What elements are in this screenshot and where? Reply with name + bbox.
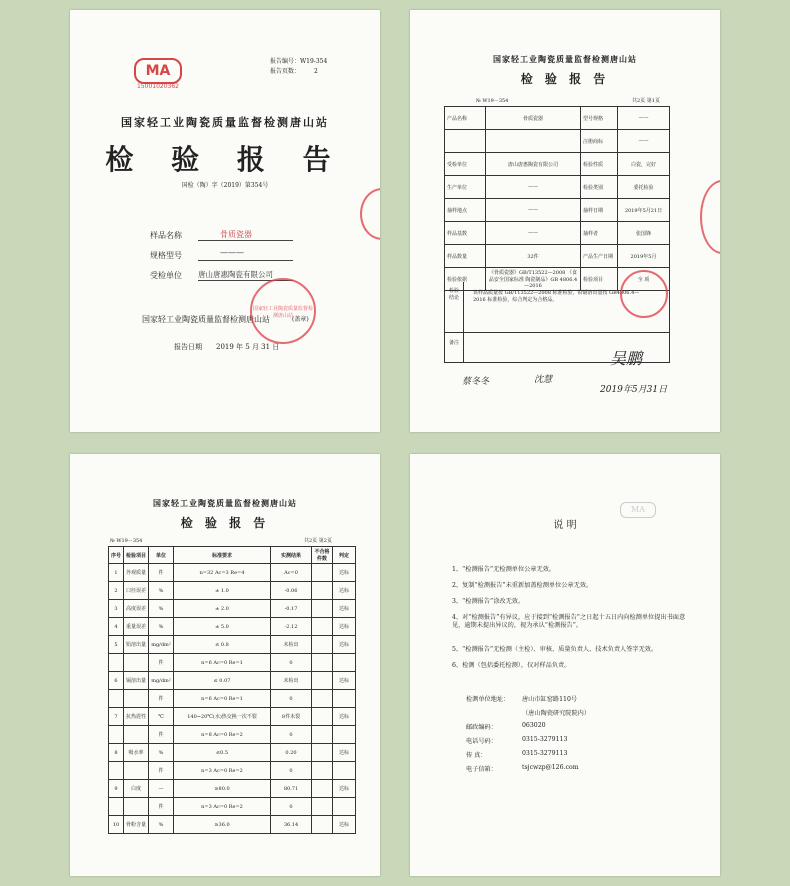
note-item: 1、“检测报告”无检测单位公章无效。 (452, 566, 556, 573)
row-value: —— (618, 107, 670, 130)
table-row (109, 816, 356, 834)
table-row (109, 564, 356, 582)
notes-page (410, 454, 720, 876)
row-fail-count (312, 816, 333, 834)
date-value: 2019 年 5 月 31 日 (216, 343, 280, 351)
row-requirement: ± 2.0 (174, 600, 271, 618)
info-table (444, 106, 670, 291)
contact-value: 唐山市缸窑路110号 (522, 696, 578, 703)
row-judgement: 达标 (333, 600, 356, 618)
report-pages-label: 报告页数： (270, 68, 301, 75)
table-header-row (109, 547, 356, 564)
ma-watermark: MA (620, 502, 656, 518)
row-unit: 件 (149, 690, 174, 708)
row-unit: 件 (149, 762, 174, 780)
row-number (109, 762, 124, 780)
table-row (109, 582, 356, 600)
row-label: 检验性质 (581, 153, 618, 176)
row-result: 未检出 (271, 672, 312, 690)
row-result: 8件未裂 (271, 708, 312, 726)
row-value (486, 130, 581, 153)
row-item (124, 690, 149, 708)
row-unit: mg/dm² (149, 672, 174, 690)
row-unit: 件 (149, 726, 174, 744)
report-title: 检 验 报 告 (105, 143, 345, 176)
field-value-model: ——— (220, 248, 244, 257)
row-result: 80.71 (271, 780, 312, 798)
table-header: 实测结果 (271, 547, 312, 564)
row-judgement: 达标 (333, 780, 356, 798)
row-value: 委托检验 (618, 176, 670, 199)
row-item (124, 726, 149, 744)
row-label: 受检单位 (445, 153, 486, 176)
row-label: 检验类别 (581, 176, 618, 199)
row-requirement: n=3 Ac=0 Re=2 (174, 798, 271, 816)
row-judgement: 达标 (333, 564, 356, 582)
row-fail-count (312, 744, 333, 762)
row-requirement: n=8 Ac=0 Re=2 (174, 726, 271, 744)
row-result: -0.17 (271, 600, 312, 618)
row-result: Ac=0 (271, 564, 312, 582)
row-value: —— (486, 199, 581, 222)
row-label: 注册商标 (581, 130, 618, 153)
row-requirement: n=3 Ac=0 Re=2 (174, 762, 271, 780)
row-judgement (333, 654, 356, 672)
row-label: 产品名称 (445, 107, 486, 130)
row-item: 外观质量 (124, 564, 149, 582)
row-item: 口径误差 (124, 582, 149, 600)
row-number: 3 (109, 600, 124, 618)
ma-logo: MA (134, 58, 182, 84)
row-fail-count (312, 690, 333, 708)
row-number: 9 (109, 780, 124, 798)
row-result: 0 (271, 654, 312, 672)
row-requirement: ≤ 0.8 (174, 636, 271, 654)
contact-label: 电子信箱： (466, 766, 497, 773)
field-line (198, 248, 293, 261)
signature-1: 蔡冬冬 (462, 377, 490, 387)
row-label (445, 130, 486, 153)
row-label: 检验依据 (445, 268, 486, 291)
note-item: 5、“检测报告”无检测（主检）、审核、质量负责人、技术负责人签字无效。 (452, 646, 658, 653)
row-result: 0.20 (271, 744, 312, 762)
row-fail-count (312, 708, 333, 726)
row-unit: % (149, 582, 174, 600)
row-item: 重量误差 (124, 618, 149, 636)
row-requirement: ± 1.0 (174, 582, 271, 600)
station-name: 国家轻工业陶瓷质量监督检测唐山站 (493, 54, 637, 64)
row-number: 1 (109, 564, 124, 582)
red-stamp: 国家轻工业陶瓷质量监督检测唐山站 (250, 278, 316, 344)
table-header: 序号 (109, 547, 124, 564)
row-requirement: n=6 Ac=0 Re=1 (174, 654, 271, 672)
row-fail-count (312, 600, 333, 618)
row-result: -2.12 (271, 618, 312, 636)
table-header: 标准要求 (174, 547, 271, 564)
row-judgement: 达标 (333, 582, 356, 600)
row-judgement: 达标 (333, 672, 356, 690)
row-unit: 件 (149, 564, 174, 582)
table-header: 不合格 件数 (312, 547, 333, 564)
table-row (445, 153, 670, 176)
divider (463, 282, 464, 362)
row-result: 0 (271, 726, 312, 744)
field-value-inspected-unit: 唐山唐惠陶瓷有限公司 (198, 270, 273, 279)
row-requirement: 140~20℃(水)热交换一次不裂 (174, 708, 271, 726)
row-value: —— (486, 176, 581, 199)
row-value: —— (486, 222, 581, 245)
row-number (109, 654, 124, 672)
row-fail-count (312, 564, 333, 582)
row-judgement: 达标 (333, 816, 356, 834)
row-judgement: 达标 (333, 708, 356, 726)
row-number: 2 (109, 582, 124, 600)
row-value: 2019年5月21日 (618, 199, 670, 222)
results-table (108, 546, 356, 834)
row-label: 生产单位 (445, 176, 486, 199)
red-stamp-edge (360, 188, 380, 240)
row-requirement: n=32 Ac=3 Re=4 (174, 564, 271, 582)
conclusion-text: 该样品质量按 GB/T13522—2008 标准检验，铅镉溶出量按 GB4806.4—2016 标准检验，综合判定为合格品。 (473, 290, 640, 303)
row-label: 样品基数 (445, 222, 486, 245)
row-number (109, 726, 124, 744)
contact-value: （唐山陶瓷研究院院内） (522, 710, 591, 717)
report-page-2 (70, 454, 380, 876)
contact-label: 传 真： (466, 752, 487, 759)
row-value: —— (618, 130, 670, 153)
row-fail-count (312, 618, 333, 636)
field-value-sample-name: 骨质瓷器 (220, 230, 252, 239)
row-value: 白瓷，完好 (618, 153, 670, 176)
row-item: 抗热震性 (124, 708, 149, 726)
note-item: 3、“检测报告”涂改无效。 (452, 598, 525, 605)
row-judgement: 达标 (333, 744, 356, 762)
row-item: 铅溶出量 (124, 636, 149, 654)
table-header: 判定 (333, 547, 356, 564)
row-requirement: ≥80.0 (174, 780, 271, 798)
row-value: 《骨质瓷器》GB/T13522—2008 《食品安全国家标准 陶瓷制品》GB 4806.4—2016 (486, 268, 581, 291)
row-item: 吸水率 (124, 744, 149, 762)
contact-value: 063020 (522, 722, 546, 729)
row-result: -0.06 (271, 582, 312, 600)
row-label: 抽样者 (581, 222, 618, 245)
field-label-sample-name: 样品名称 (150, 231, 182, 240)
row-number: 4 (109, 618, 124, 636)
table-row (109, 780, 356, 798)
row-fail-count (312, 726, 333, 744)
row-number: 5 (109, 636, 124, 654)
row-requirement: ≤0.5 (174, 744, 271, 762)
row-requirement: ≥36.0 (174, 816, 271, 834)
row-unit: — (149, 780, 174, 798)
report-title: 检 验 报 告 (520, 72, 610, 86)
row-item: 白度 (124, 780, 149, 798)
row-judgement: 达标 (333, 618, 356, 636)
row-judgement: 达标 (333, 636, 356, 654)
footer-station: 国家轻工业陶瓷质量监督检测唐山站 (142, 315, 270, 324)
row-judgement (333, 726, 356, 744)
row-unit: % (149, 600, 174, 618)
row-unit: 件 (149, 798, 174, 816)
page-indicator: 共2页 第2页 (304, 538, 332, 544)
table-row (109, 744, 356, 762)
row-label: 型号规格 (581, 107, 618, 130)
report-no: 报告编号：W19-354 (270, 58, 328, 65)
row-label: 抽样日期 (581, 199, 618, 222)
row-number: 7 (109, 708, 124, 726)
row-value: 唐山唐惠陶瓷有限公司 (486, 153, 581, 176)
table-row (109, 672, 356, 690)
report-cover-page (70, 10, 380, 432)
table-row (445, 199, 670, 222)
doc-number: 国检（陶）字（2019）第354号 (181, 182, 269, 189)
row-requirement: ± 5.0 (174, 618, 271, 636)
row-unit: % (149, 744, 174, 762)
table-row (109, 708, 356, 726)
row-result: 0 (271, 690, 312, 708)
table-row (109, 618, 356, 636)
report-page-1 (410, 10, 720, 432)
signature-3: 吴鹏 (610, 349, 643, 368)
table-row (445, 176, 670, 199)
row-number: 6 (109, 672, 124, 690)
note-item: 4、对“检测报告”有异议，应于接到“检测报告”之日起十五日内向检测单位提出书面意见，逾期未提出异议的，视为承认“检测报告”。 (452, 614, 686, 629)
row-label: 检验项目 (581, 268, 618, 291)
station-name: 国家轻工业陶瓷质量监督检测唐山站 (121, 116, 329, 129)
row-fail-count (312, 780, 333, 798)
row-fail-count (312, 654, 333, 672)
row-item (124, 798, 149, 816)
row-unit: mg/dm² (149, 636, 174, 654)
row-item: 高度误差 (124, 600, 149, 618)
date-label: 报告日期 (174, 343, 202, 351)
report-no: № W19－354 (110, 538, 143, 544)
table-row (109, 762, 356, 780)
ma-number: 15001020362 (137, 83, 179, 90)
table-header: 检验项目 (124, 547, 149, 564)
table-row (445, 130, 670, 153)
table-header: 单位 (149, 547, 174, 564)
row-result: 36.14 (271, 816, 312, 834)
row-item: 骨粉含量 (124, 816, 149, 834)
row-fail-count (312, 636, 333, 654)
row-fail-count (312, 672, 333, 690)
note-label: 备注 (449, 340, 460, 346)
footer-seal: (盖章) (292, 316, 309, 323)
row-value: 全 项 (618, 268, 670, 291)
row-result: 0 (271, 798, 312, 816)
field-label-inspected-unit: 受检单位 (150, 271, 182, 280)
row-label: 样品数量 (445, 245, 486, 268)
conclusion-label: 检验结论 (449, 288, 460, 301)
row-unit: % (149, 618, 174, 636)
row-value: 骨质瓷器 (486, 107, 581, 130)
row-requirement: n=6 Ac=0 Re=1 (174, 690, 271, 708)
row-item (124, 654, 149, 672)
row-fail-count (312, 762, 333, 780)
note-item: 2、复制“检测报告”未重新加盖检测单位公章无效。 (452, 582, 593, 589)
row-number (109, 798, 124, 816)
table-row (445, 222, 670, 245)
contact-value: tsjcwzp@126.com (522, 764, 579, 771)
row-judgement (333, 762, 356, 780)
station-name: 国家轻工业陶瓷质量监督检测唐山站 (153, 498, 297, 508)
table-row (445, 107, 670, 130)
table-row (109, 654, 356, 672)
table-row (109, 690, 356, 708)
report-title: 检 验 报 告 (180, 516, 270, 530)
contact-value: 0315-3279113 (522, 736, 568, 743)
table-row (109, 636, 356, 654)
row-judgement (333, 798, 356, 816)
row-judgement (333, 690, 356, 708)
row-value: 32件 (486, 245, 581, 268)
page-indicator: 共2页 第1页 (632, 98, 660, 104)
row-number (109, 690, 124, 708)
row-label: 抽样地点 (445, 199, 486, 222)
row-result: 0 (271, 762, 312, 780)
table-row (445, 245, 670, 268)
row-item: 镉溶出量 (124, 672, 149, 690)
row-result: 未检出 (271, 636, 312, 654)
row-unit: ℃ (149, 708, 174, 726)
row-number: 10 (109, 816, 124, 834)
contact-label: 电话号码： (466, 738, 497, 745)
row-number: 8 (109, 744, 124, 762)
row-fail-count (312, 582, 333, 600)
row-label: 产品生产日期 (581, 245, 618, 268)
signature-2: 沈慧 (534, 375, 553, 385)
row-value: 2019年5月 (618, 245, 670, 268)
table-row (109, 726, 356, 744)
table-row (109, 798, 356, 816)
signature-date: 2019年5月31日 (600, 385, 668, 395)
row-unit: 件 (149, 654, 174, 672)
row-unit: % (149, 816, 174, 834)
row-requirement: ≤ 0.07 (174, 672, 271, 690)
contact-value: 0315-3279113 (522, 750, 568, 757)
report-pages-value: 2 (314, 68, 318, 75)
contact-label: 邮政编码： (466, 724, 497, 731)
note-item: 6、检测（包括委托检测），仅对样品负责。 (452, 662, 571, 669)
red-stamp (620, 270, 668, 318)
row-fail-count (312, 798, 333, 816)
row-item (124, 762, 149, 780)
notes-title: 说 明 (553, 520, 577, 531)
field-label-model: 规格型号 (150, 251, 182, 260)
table-row (109, 600, 356, 618)
red-stamp-edge (700, 180, 720, 254)
divider (445, 332, 669, 333)
row-value: 张国锋 (618, 222, 670, 245)
contact-label: 检测单位地址： (466, 696, 510, 703)
report-no: № W19－354 (476, 98, 509, 104)
